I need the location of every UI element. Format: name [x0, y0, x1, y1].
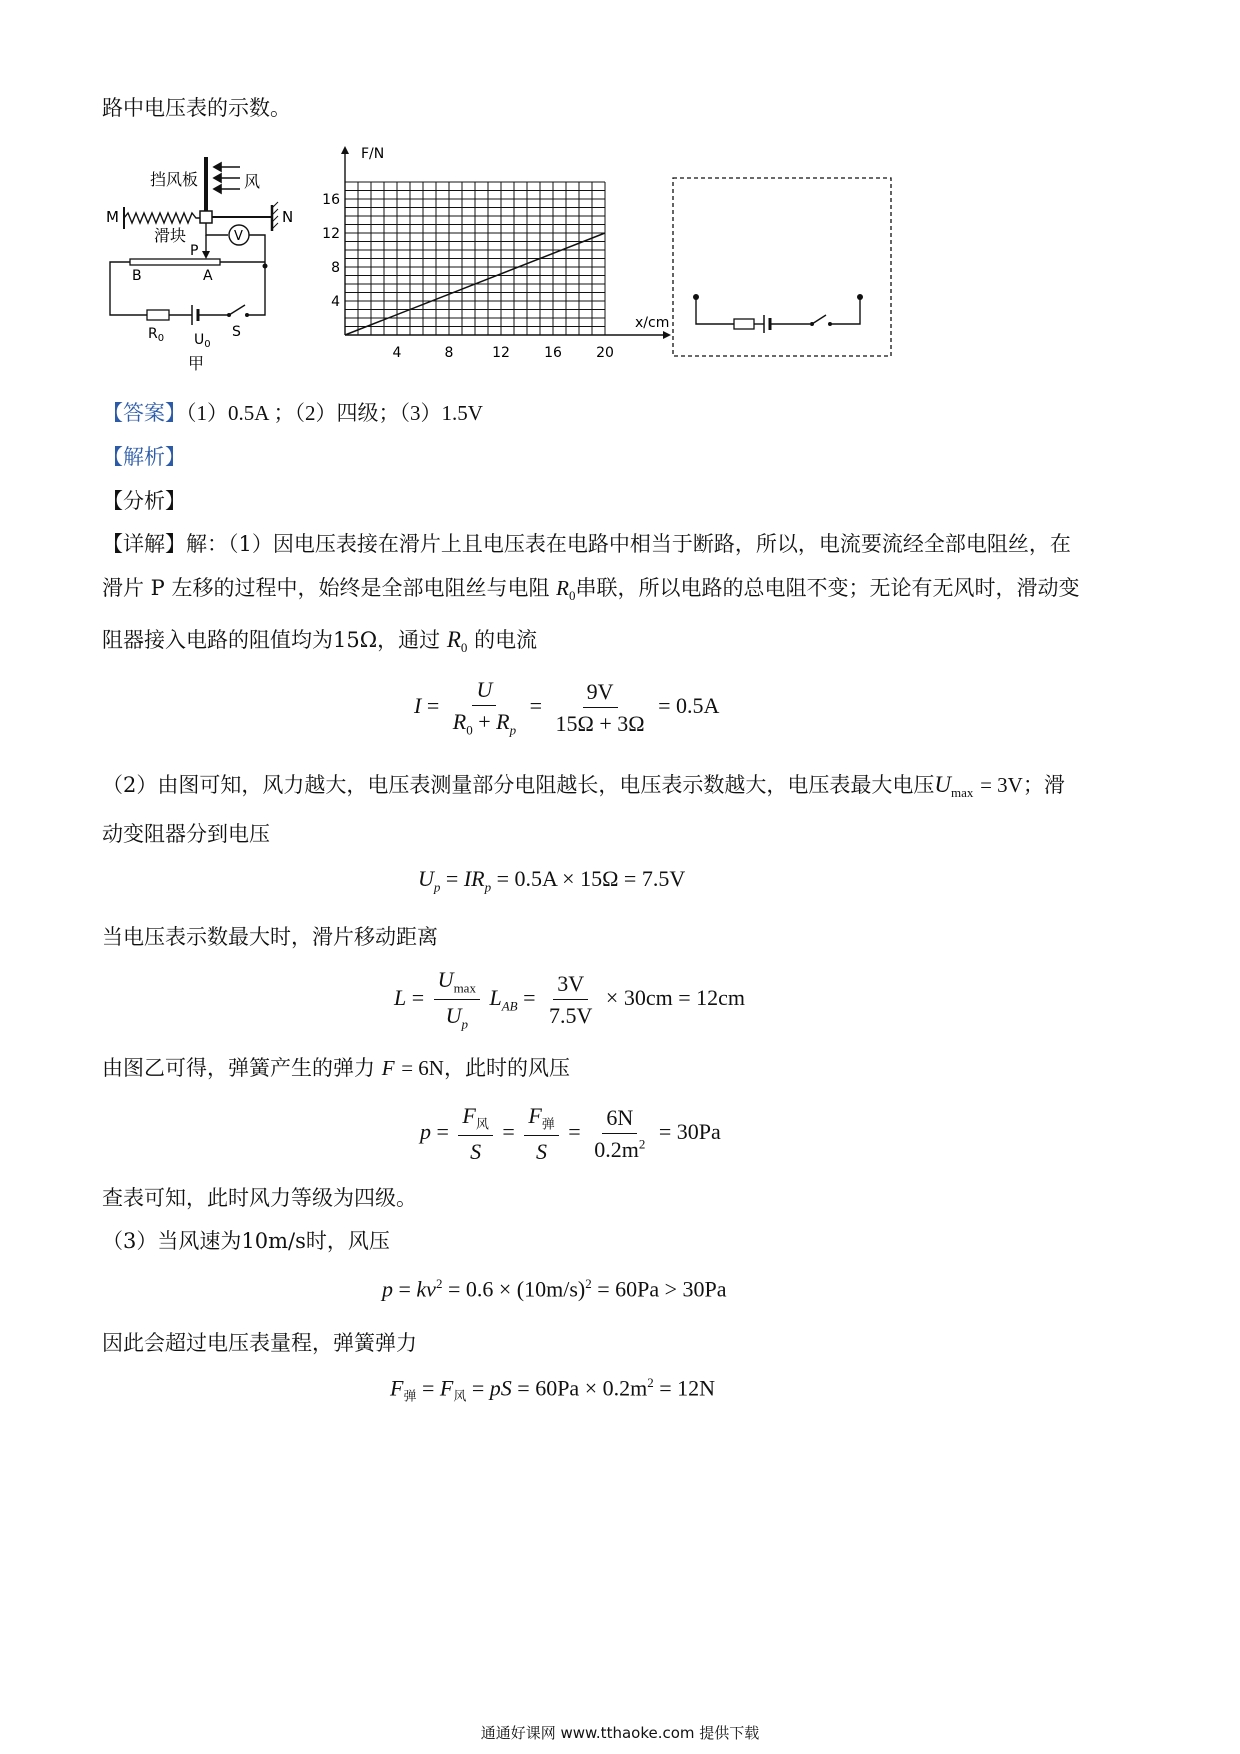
equation-pressure: p = $\frac{F_风}{S}$ = $\frac{F_弹}{S}$ = $\frac{6N}{0.2m^2}$ = 30Pa	[420, 1103, 721, 1165]
dashed-circuit-box	[672, 177, 897, 359]
equation-length: L = $\frac{U_{max}}{U_p}$ $L_{AB}$ = $\frac{3V}{7.5V}$ × 30cm = 12cm	[394, 967, 745, 1032]
wind-arrows-icon	[214, 163, 240, 193]
detail-p1: 【详解】解：（1）因电压表接在滑片上且电压表在电路中相当于断路，所以，电流要流经全部电阻丝，在	[102, 532, 1071, 556]
detail-p6: 当电压表示数最大时，滑片移动距离	[102, 925, 438, 949]
voltmeter-label: V	[234, 229, 243, 244]
detail-p3: 阻器接入电路的阻值均为15Ω，通过 $R_0$ 的电流	[102, 627, 538, 656]
y-axis-arrow-icon	[341, 146, 349, 154]
switch-icon	[812, 315, 826, 324]
resistance-wire	[130, 259, 220, 265]
detail-p5: 动变阻器分到电压	[102, 822, 270, 846]
answer-line	[102, 401, 483, 426]
equation-spring-force: $F_弹 = F_风$ = pS = $60Pa \times 0.2m^2 = 12N$	[390, 1375, 716, 1404]
board-label: 挡风板	[150, 170, 199, 189]
a-label: A	[203, 268, 213, 284]
switch-icon	[229, 305, 245, 315]
n-label: N	[282, 208, 294, 226]
equation-wind-pressure: $p = kv^2 = 0.6 \times (10m/s)^2 = 60Pa > 30Pa$	[382, 1276, 727, 1302]
answer-tag: 【答案】	[102, 401, 186, 425]
detail-p7: 由图乙可得，弹簧产生的弹力 F = 6N，此时的风压	[102, 1056, 570, 1080]
p-label: P	[190, 243, 199, 259]
x-tick-label: 4	[392, 345, 402, 361]
intro-text: 路中电压表的示数。	[102, 96, 291, 120]
s-label: S	[232, 324, 241, 340]
detail-p8: 查表可知，此时风力等级为四级。	[102, 1186, 417, 1210]
y-axis-label: F/N	[361, 146, 385, 162]
m-label: M	[106, 208, 119, 226]
u0-label: $U_0$	[194, 332, 211, 350]
answer-text: （1）0.5A ；（2）四级；（3）1.5V	[186, 401, 483, 425]
page-footer: 通通好课网 www.tthaoke.com 提供下载	[480, 1724, 760, 1742]
y-tick-label: 16	[322, 192, 340, 208]
figure-caption-jia: 甲	[188, 354, 205, 373]
equation-up: $U_p = IR_p = 0.5A \times 15\Omega = 7.5V$	[418, 866, 686, 895]
detail-p10: 因此会超过电压表量程，弹簧弹力	[102, 1331, 417, 1355]
analysis-tag: 【解析】	[102, 445, 186, 469]
slider-label: 滑块	[154, 226, 187, 245]
equation-current: I = $\frac{U}{R_0 + R_p}$ = $\frac{9V}{15\Omega + 3\Omega}$ = 0.5A	[414, 677, 720, 738]
y-tick-label: 12	[322, 226, 340, 242]
x-tick-label: 16	[544, 345, 562, 361]
detail-p2: 滑片 P 左移的过程中，始终是全部电阻丝与电阻 $R_0$串联，所以电路的总电阻不变；无论有无风时，滑动变	[102, 576, 1080, 604]
b-label: B	[132, 268, 142, 284]
x-axis-arrow-icon	[663, 331, 671, 339]
resistor-icon	[734, 319, 754, 329]
r0-label: $R_0$	[148, 326, 165, 344]
fenxi-tag: 【分析】	[102, 489, 186, 513]
detail-p9: （3）当风速为10m/s时，风压	[102, 1229, 390, 1253]
x-tick-label: 20	[596, 345, 614, 361]
wind-label: 风	[244, 172, 261, 191]
detail-p4: （2）由图可知，风力越大，电压表测量部分电阻越长，电压表示数越大，电压表最大电压$U_{max} = 3V$；滑	[102, 772, 1065, 801]
force-displacement-chart	[310, 140, 670, 390]
y-tick-label: 8	[331, 260, 340, 276]
y-tick-label: 4	[331, 294, 340, 310]
slider-block	[200, 211, 212, 223]
x-tick-label: 8	[444, 345, 454, 361]
resistor-r0	[147, 310, 169, 320]
detail-tag: 【详解】	[102, 532, 186, 556]
x-axis-label: x/cm	[635, 315, 670, 331]
x-tick-label: 12	[492, 345, 510, 361]
spring	[124, 213, 200, 223]
